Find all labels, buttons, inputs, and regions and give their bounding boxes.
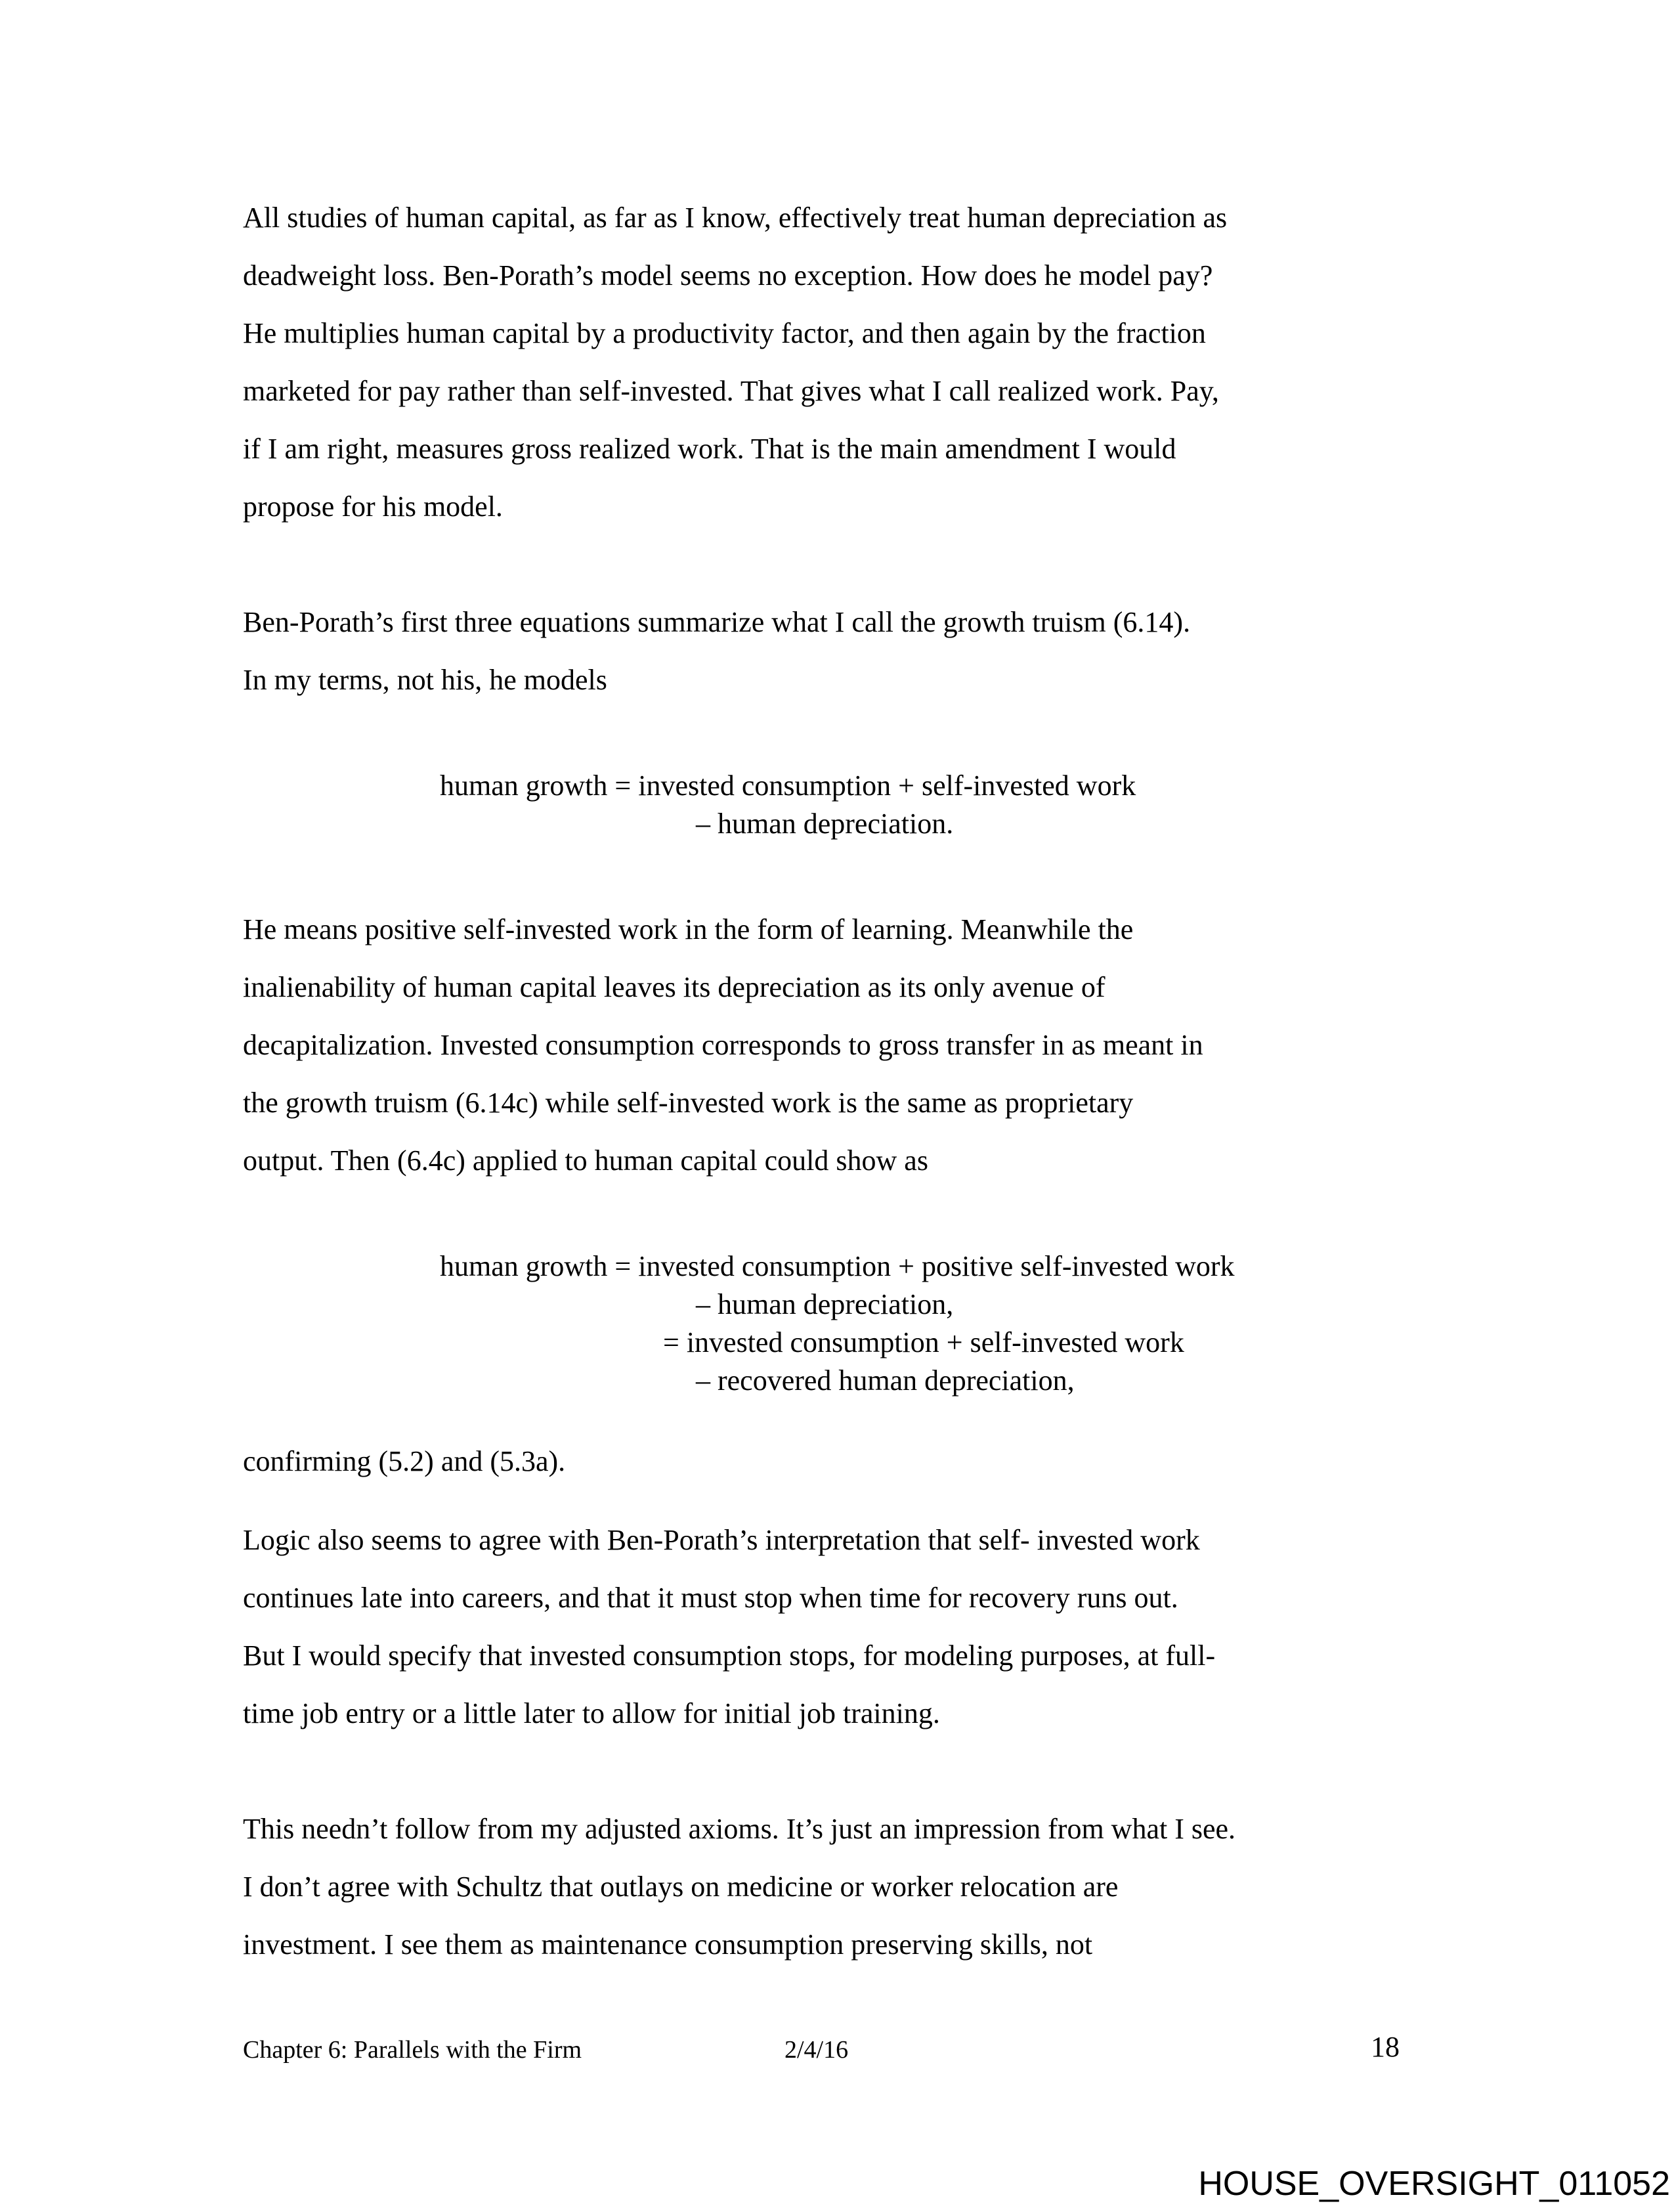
- paragraph-human-capital-studies: [243, 189, 1432, 536]
- equation-line: – recovered human depreciation,: [696, 1364, 1075, 1397]
- text-line: This needn’t follow from my adjusted axioms. It’s just an impression from what I see.: [243, 1813, 1236, 1845]
- text-line: Ben-Porath’s first three equations summarize what I call the growth truism (6.14).: [243, 606, 1191, 638]
- equation-line: human growth = invested consumption + positive self-invested work: [440, 1250, 1235, 1282]
- footer-date: 2/4/16: [784, 2036, 849, 2064]
- equation-block-human-growth-expanded: [243, 1247, 1432, 1400]
- text-line: In my terms, not his, he models: [243, 664, 607, 696]
- equation-line: – human depreciation,: [696, 1288, 954, 1320]
- text-line: output. Then (6.4c) applied to human capital could show as: [243, 1144, 928, 1177]
- equation-block-growth-truism: [243, 767, 1432, 843]
- footer-page-number: 18: [1371, 2031, 1400, 2063]
- text-line: But I would specify that invested consumption stops, for modeling purposes, at full-: [243, 1639, 1216, 1672]
- text-line: decapitalization. Invested consumption corresponds to gross transfer in as meant in: [243, 1029, 1203, 1061]
- paragraph-self-invested-work: [243, 901, 1432, 1190]
- text-line: marketed for pay rather than self-invested. That gives what I call realized work. Pay,: [243, 375, 1219, 407]
- equation-line: = invested consumption + self-invested work: [663, 1326, 1184, 1358]
- text-line: continues late into careers, and that it must stop when time for recovery runs out.: [243, 1582, 1178, 1614]
- text-line: Logic also seems to agree with Ben-Porath’s interpretation that self- invested work: [243, 1524, 1200, 1556]
- text-line: the growth truism (6.14c) while self-invested work is the same as proprietary: [243, 1087, 1134, 1119]
- equation-line: human growth = invested consumption + self-invested work: [440, 770, 1136, 802]
- document-body: [243, 189, 1432, 1974]
- text-line: propose for his model.: [243, 490, 503, 523]
- equation-line: – human depreciation.: [696, 808, 954, 840]
- paragraph-logic-agrees: [243, 1511, 1432, 1743]
- text-line: inalienability of human capital leaves its depreciation as its only avenue of: [243, 971, 1105, 1003]
- text-line: confirming (5.2) and (5.3a).: [243, 1445, 566, 1477]
- text-line: investment. I see them as maintenance consumption preserving skills, not: [243, 1928, 1093, 1961]
- text-line: I don’t agree with Schultz that outlays on medicine or worker relocation are: [243, 1871, 1119, 1903]
- text-line: He means positive self-invested work in the form of learning. Meanwhile the: [243, 913, 1134, 945]
- paragraph-confirming: [243, 1433, 1432, 1490]
- text-line: time job entry or a little later to allow for initial job training.: [243, 1697, 940, 1729]
- footer-chapter-title: Chapter 6: Parallels with the Firm: [243, 2036, 582, 2064]
- page-footer: [243, 2031, 1432, 2073]
- paragraph-adjusted-axioms: [243, 1800, 1432, 1974]
- bates-stamp: HOUSE_OVERSIGHT_011052: [1198, 2165, 1670, 2203]
- paragraph-ben-porath-equations: [243, 594, 1432, 709]
- text-line: He multiplies human capital by a productivity factor, and then again by the fraction: [243, 317, 1206, 349]
- text-line: if I am right, measures gross realized work. That is the main amendment I would: [243, 433, 1176, 465]
- text-line: All studies of human capital, as far as I know, effectively treat human depreciation as: [243, 202, 1228, 234]
- text-line: deadweight loss. Ben-Porath’s model seems no exception. How does he model pay?: [243, 259, 1213, 292]
